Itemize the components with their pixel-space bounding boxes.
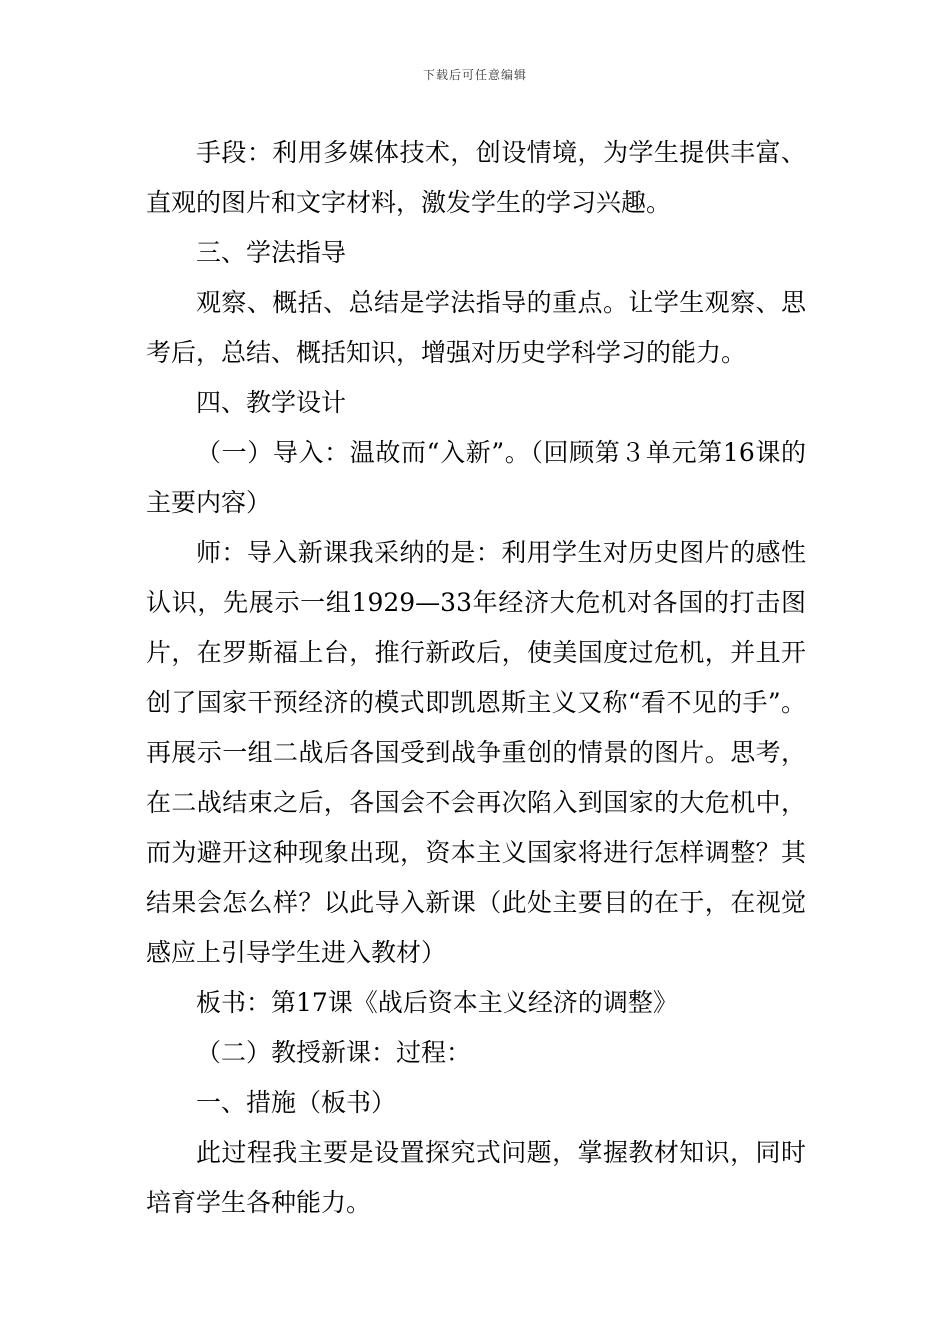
heading-teaching-design: 四、教学设计 — [196, 388, 347, 417]
heading-study-method: 三、学法指导 — [196, 238, 347, 267]
paragraph-process: 此过程我主要是设置探究式问题，掌握教材知识，同时培育学生各种能力。 — [146, 1138, 806, 1217]
paragraph-study-method: 观察、概括、总结是学法指导的重点。让学生观察、思考后，总结、概括知识，增强对历史学科学习的能力。 — [146, 288, 806, 367]
paragraph-introduction: （一）导入：温故而“入新”。（回顾第３单元第16课的主要内容） — [146, 438, 806, 517]
paragraph-board-title: 板书：第17课《战后资本主义经济的调整》 — [196, 988, 678, 1017]
paragraph-new-lesson: （二）教授新课：过程： — [196, 1038, 472, 1067]
heading-measures: 一、措施（板书） — [196, 1088, 397, 1117]
page-header: 下载后可任意编辑 — [422, 68, 527, 82]
paragraph-means: 手段：利用多媒体技术，创设情境，为学生提供丰富、直观的图片和文字材料，激发学生的学习兴趣。 — [146, 138, 806, 217]
document-body — [146, 128, 806, 1228]
paragraph-teacher-intro: 师：导入新课我采纳的是：利用学生对历史图片的感性认识，先展示一组1929—33年经济大危机对各国的打击图片，在罗斯福上台，推行新政后，使美国度过危机，并且开创了国家干预经济的模式即凯恩斯主义又称“看不见的手”。再展示一组二战后各国受到战争重创的情景的图片。思考，在二战结束之后，各国会不会再次陷入到国家的大危机中，而为避开这种现象出现，资本主义国家将进行怎样调整？其结果会怎么样？以此导入新课（此处主要目的在于，在视觉感应上引导学生进入教材） — [146, 538, 806, 967]
